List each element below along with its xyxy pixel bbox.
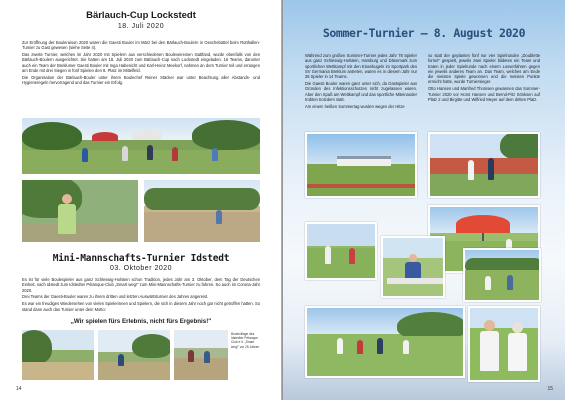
photo-player-portrait — [22, 180, 138, 242]
photo-players-group — [305, 306, 465, 378]
photo-idstedt-players — [98, 330, 170, 380]
page-number-left: 14 — [16, 386, 22, 392]
article2-date: 03. Oktober 2020 — [109, 265, 173, 272]
photo-lockstedt-tournament — [22, 118, 260, 174]
photo-caption: Boulevillage des Idstedter Pétanque Club e.V. „Smart weg!" vor 25 Jahren — [231, 332, 260, 349]
sommer-paragraph: so statt der geplanten fünf nur vier Spielrunden „Doublette formé" gespielt, jeweils zwei Spieler bildeten ein Team und traten in jeder Spielrunde nach einem Losverfahren gegen ein jeweils anderes Team an. Das Team, welches am Ende die meisten Spiele gewonnen und die meisten Punkte erreicht hatte, wurde Turniersieger. — [428, 53, 540, 85]
article2-paragraph: Es ist für viele Boulespieler aus ganz Schleswig-Holstein schon Tradition, jedes Jahr am 3. Oktober, dem Tag der Deutschen Einheit, nach Idstedt zum Idstedter Pétanque-Club „Smart weg!" zum Mini-Mannschafts-Turnier zu fahren. So auch im Corona-Jahr 2020. — [22, 277, 260, 293]
sommer-paragraph: Während zum großen Sommer-Turnier jedes Jahr 78 Spieler aus ganz Schleswig-Holstein, Hamburg und Dänemark zum sportlichen Wettkampf mit den Eisenkugeln im Sportpark des SV Germania Breklum antreten, waren es in diesem Jahr nur 28 Spieler in 14 Teams. — [305, 53, 417, 80]
photo-players-track — [428, 132, 540, 198]
right-page — [283, 0, 565, 400]
left-page — [0, 0, 282, 400]
sommer-col1 — [305, 53, 417, 111]
photo-scorer-table — [381, 236, 445, 298]
sommer-turnier-title: Sommer-Turnier – 8. August 2020 — [322, 26, 526, 40]
article2-title: Mini-Mannschafts-Turnier Idstedt — [52, 253, 230, 264]
sommer-paragraph: Die Gaesti Bouler waren ganz unter sich, da Gastspieler aus Gründen des Infektionsschutzes nicht zugelassen waren. Aber den Spaß am Wettkampf und das sportliche Miteinander trübten trotzdem statt. — [305, 81, 417, 102]
photo-boule-field — [144, 180, 260, 242]
article1-paragraph: Die Organisation der Bärlauch-Bouler unter ihrem Boulechef Reiner Stäcker war unter Beachtung aller Abstands- und Hygieneregeln hervorragend und das Turnier ein Erfolg. — [22, 74, 260, 86]
photo-sportpark-overview — [305, 132, 417, 198]
sommer-paragraph: Am einem heißen Sommertag wurden wegen der Hitze — [305, 103, 405, 109]
article1-date: 18. Juli 2020 — [117, 23, 165, 30]
sommer-paragraph: Otto Hansen und Manfred Thomsen gewannen das Sommer-Turnier 2020 vor Horst Hansen und Bernd-Pitz Sönksen auf Platz 2 und Birgitte und Wilfried Meyer auf dem dritten Platz. — [428, 86, 540, 102]
sommer-col2 — [428, 53, 540, 104]
article2-paragraph: Es war ein freudiges Wiedersehen von vielen Spielerinnen und Spielern, die sich in diesem Jahr noch gar nicht getroffen hatten. So stand dann auch das Turnier unter dem Motto: — [22, 301, 260, 312]
article1-body — [22, 40, 260, 87]
photo-winners — [468, 306, 540, 382]
article1-title: Bärlauch-Cup Lockstedt — [86, 10, 196, 21]
article1-paragraph: Das zweite Turnier, welches im Jahr 2020 mit Spielern aus verschiedenen Bouleveireinen stattfand, wurde ebenfalls von den Bärlauch-Boulern ausgerichtet. Sie hatten am 18. Juli 2020 zum Bärlauch-Cup nach Lockstedt eingeladen. 16 Teams, darunter auch ein Team der Breklumer Gaesti Bouler mit Inga Habenicht und Karl-Heinz Meekorf, nahmen an dem Turnier teil und errangen am Ende mit drei Siegen in fünf Spielen den 8. Platz im Mittelfeld. — [22, 52, 260, 74]
photo-idstedt-field — [22, 330, 94, 380]
photo-players-field — [463, 248, 541, 302]
article1-paragraph: Zur Eröffnung der Bouleraison 2020 waren die Gaesti Bouler im März bei den Bärlauch-Boulern in Oeschebüttel beim Rotthallen-Turnier zu Gast gewesen (siehe Seite 4). — [22, 40, 260, 51]
article2-quote: „Wir spielen fürs Erlebnis, nicht fürs Ergebnis!" — [70, 318, 212, 325]
photo-boule-players — [305, 222, 377, 280]
article2-body — [22, 277, 260, 314]
article2-paragraph: Drei Teams der Gaesti-Bouler waren zu ihrem dritten und letzten Auswärtsturnier des Jahres angereist. — [22, 294, 209, 300]
photo-idstedt-crowd — [174, 330, 228, 380]
page-number-right: 15 — [547, 386, 553, 392]
